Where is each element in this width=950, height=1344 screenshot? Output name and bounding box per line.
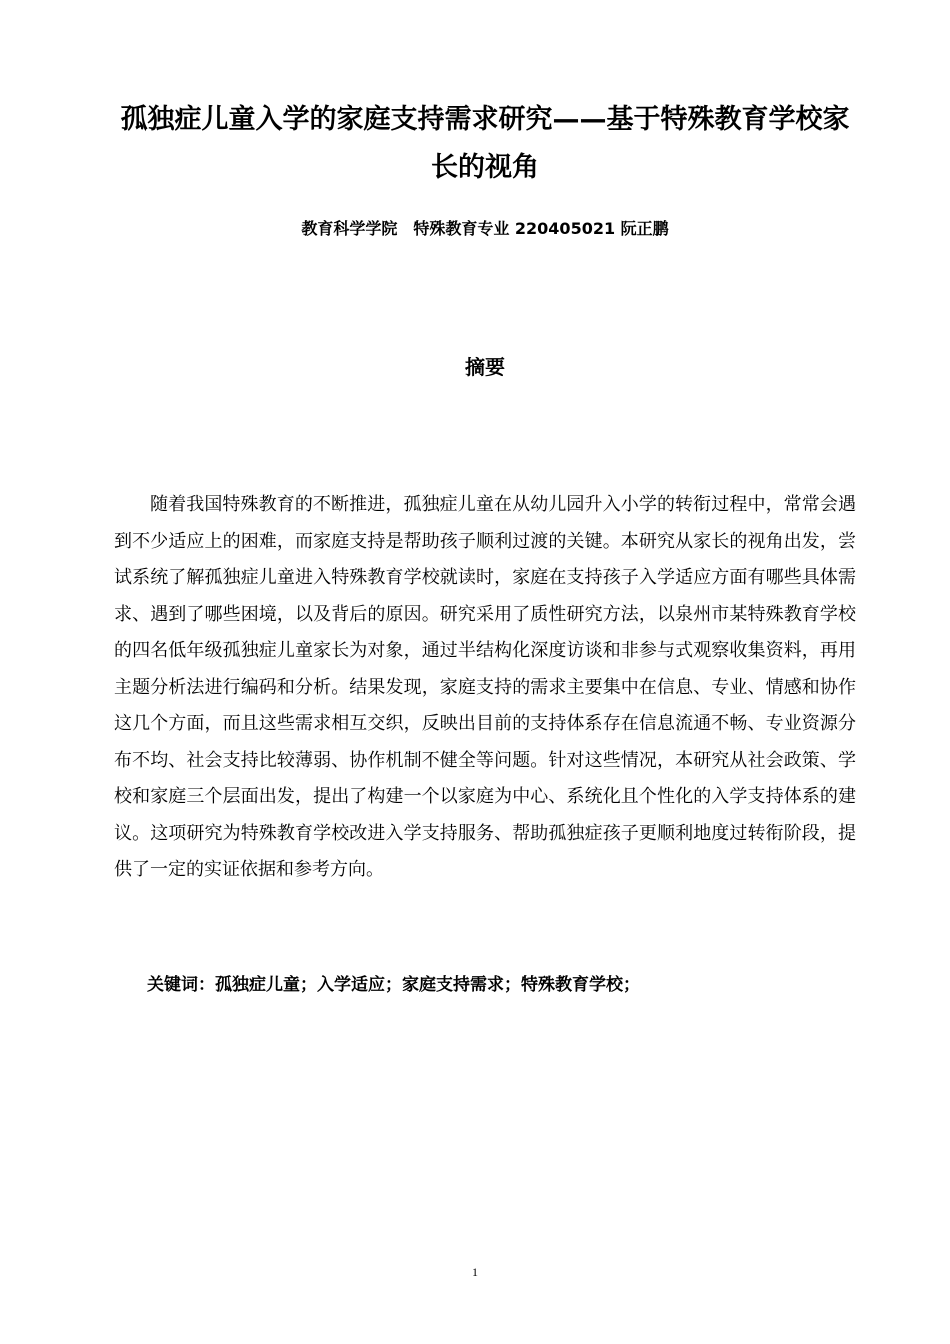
abstract-body: 随着我国特殊教育的不断推进，孤独症儿童在从幼儿园升入小学的转衔过程中，常常会遇到不少适应上的困难，而家庭支持是帮助孩子顺利过渡的关键。本研究从家长的视角出发，尝试系统了解孤独症儿童进入特殊教育学校就读时，家庭在支持孩子入学适应方面有哪些具体需求、遇到了哪些困境，以及背后的原因。研究采用了质性研究方法，以泉州市某特殊教育学校的四名低年级孤独症儿童家长为对象，通过半结构化深度访谈和非参与式观察收集资料，再用主题分析法进行编码和分析。结果发现，家庭支持的需求主要集中在信息、专业、情感和协作这几个方面，而且这些需求相互交织，反映出目前的支持体系存在信息流通不畅、专业资源分布不均、社会支持比较薄弱、协作机制不健全等问题。针对这些情况，本研究从社会政策、学校和家庭三个层面出发，提出了构建一个以家庭为中心、系统化且个性化的入学支持体系的建议。这项研究为特殊教育学校改进入学支持服务、帮助孤独症孩子更顺利地度过转衔阶段，提供了一定的实证依据和参考方向。 [114, 494, 856, 880]
abstract-heading: 摘要 [465, 355, 505, 379]
document-title: 孤独症儿童入学的家庭支持需求研究——基于特殊教育学校家长的视角 [120, 104, 850, 183]
page-number: 1 [472, 1265, 478, 1279]
author-line: 教育科学学院 特殊教育专业 220405021 阮正鹏 [301, 219, 669, 238]
keywords-line: 关键词：孤独症儿童；入学适应；家庭支持需求；特殊教育学校； [147, 975, 640, 995]
